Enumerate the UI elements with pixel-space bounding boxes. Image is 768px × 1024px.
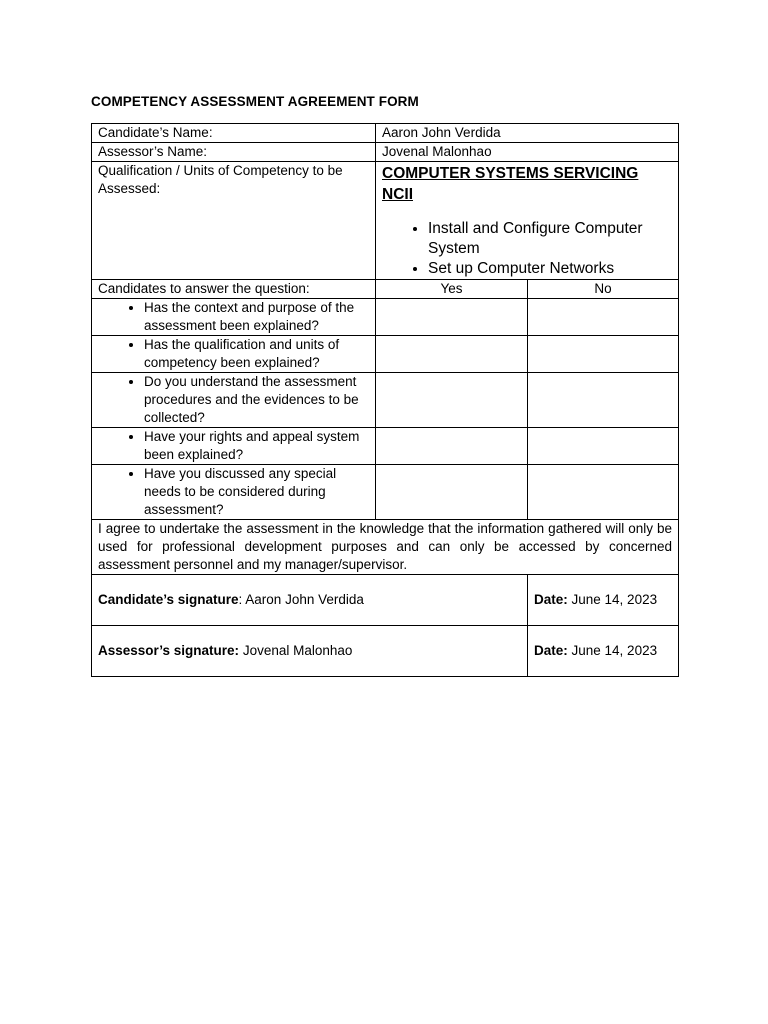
assessor-date-value: June 14, 2023: [567, 643, 658, 658]
candidate-name-label: Candidate’s Name:: [92, 124, 376, 143]
no-column-header: No: [528, 280, 679, 299]
unit-item: • Set up Computer Networks: [428, 259, 672, 279]
yes-column-header: Yes: [376, 280, 528, 299]
yes-answer-cell[interactable]: [376, 336, 528, 373]
candidate-date-value: June 14, 2023: [567, 592, 658, 607]
candidate-date-cell: [528, 575, 679, 626]
assessor-date-cell: [528, 626, 679, 677]
yes-answer-cell[interactable]: [376, 465, 528, 520]
question-text: • Has the context and purpose of the assessment been explained?: [144, 299, 369, 335]
assessor-signature-value: Jovenal Malonhao: [239, 643, 353, 658]
question-row: [92, 299, 679, 336]
question-text: • Do you understand the assessment procedures and the evidences to be collected?: [144, 373, 369, 427]
question-row: [92, 336, 679, 373]
no-answer-cell[interactable]: [528, 373, 679, 428]
yes-answer-cell[interactable]: [376, 299, 528, 336]
question-text: • Have you discussed any special needs to be considered during assessment?: [144, 465, 369, 519]
qualification-row: [92, 162, 679, 280]
agreement-form-table: [91, 123, 679, 677]
assessor-signature-cell: [92, 626, 528, 677]
agreement-text: I agree to undertake the assessment in the knowledge that the information gathered will only be used for professional development purposes and can only be accessed by concerned assessment personnel and my manager/supervisor.: [92, 520, 679, 575]
questions-header-row: [92, 280, 679, 299]
question-text: • Has the qualification and units of competency been explained?: [144, 336, 369, 372]
no-answer-cell[interactable]: [528, 428, 679, 465]
candidate-name-value: Aaron John Verdida: [376, 124, 679, 143]
yes-answer-cell[interactable]: [376, 373, 528, 428]
question-row: [92, 465, 679, 520]
assessor-name-row: [92, 143, 679, 162]
no-answer-cell[interactable]: [528, 299, 679, 336]
qualification-cell: [376, 162, 679, 280]
agreement-row: [92, 520, 679, 575]
assessor-signature-label: Assessor’s signature:: [98, 643, 240, 658]
question-row: [92, 428, 679, 465]
question-row: [92, 373, 679, 428]
qualification-label: Qualification / Units of Competency to be Assessed:: [92, 162, 376, 280]
assessor-signature-row: [92, 626, 679, 677]
assessor-name-label: Assessor’s Name:: [92, 143, 376, 162]
qualification-title: COMPUTER SYSTEMS SERVICING NCII: [382, 165, 639, 203]
no-answer-cell[interactable]: [528, 465, 679, 520]
no-answer-cell[interactable]: [528, 336, 679, 373]
units-list: [382, 219, 672, 279]
date-label: Date:: [534, 592, 568, 607]
form-title: COMPETENCY ASSESSMENT AGREEMENT FORM: [91, 94, 419, 109]
candidate-signature-value: : Aaron John Verdida: [238, 592, 364, 607]
question-text: • Have your rights and appeal system been explained?: [144, 428, 369, 464]
candidate-signature-row: [92, 575, 679, 626]
unit-item: • Install and Configure Computer System: [428, 219, 672, 259]
candidate-name-row: [92, 124, 679, 143]
yes-answer-cell[interactable]: [376, 428, 528, 465]
questions-header: Candidates to answer the question:: [92, 280, 376, 299]
candidate-signature-label: Candidate’s signature: [98, 592, 239, 607]
candidate-signature-cell: [92, 575, 528, 626]
date-label: Date:: [534, 643, 568, 658]
assessor-name-value: Jovenal Malonhao: [376, 143, 679, 162]
